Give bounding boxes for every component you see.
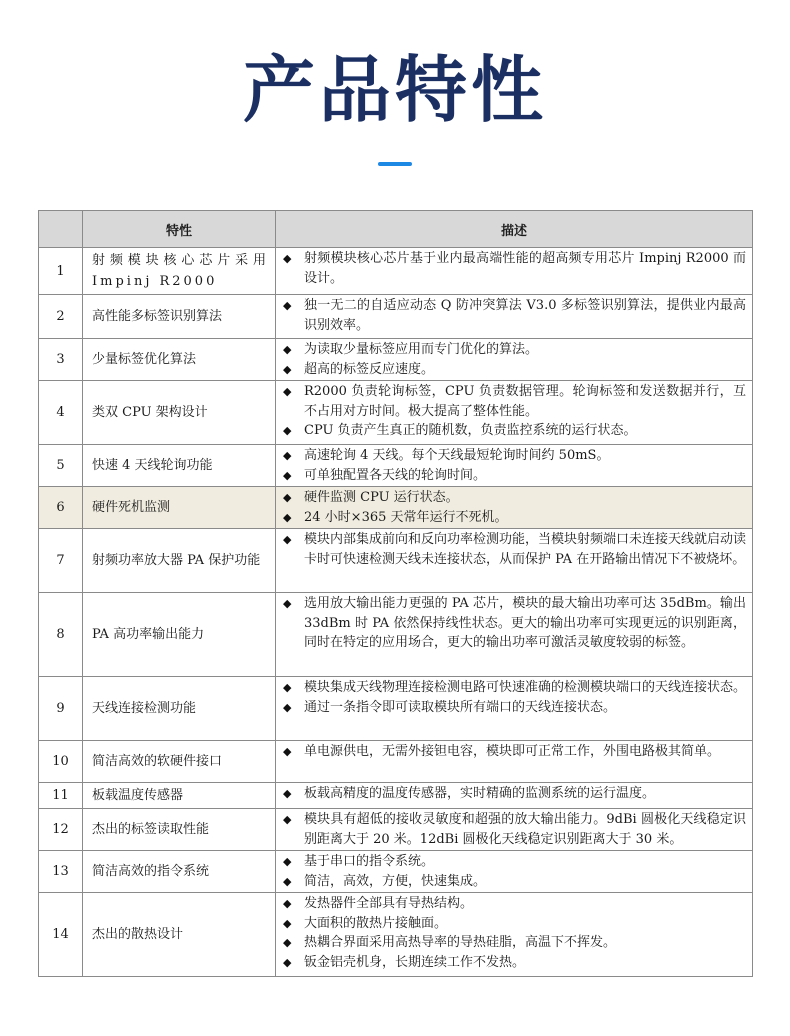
feature-cell: 高性能多标签识别算法: [83, 295, 276, 339]
description-text: 大面积的散热片接触面。: [304, 915, 448, 931]
diamond-bullet-icon: ◆: [283, 424, 292, 437]
description-list: [278, 446, 746, 485]
header-feature: 特性: [83, 211, 276, 248]
description-text: 基于串口的指令系统。: [304, 854, 435, 869]
description-item: [278, 872, 746, 892]
feature-cell: 少量标签优化算法: [83, 339, 276, 381]
table-header-row: [39, 211, 753, 248]
diamond-bullet-icon: ◆: [283, 533, 292, 546]
diamond-bullet-icon: ◆: [283, 813, 292, 826]
table-row: [39, 381, 753, 445]
title-underline: [378, 162, 412, 166]
description-text: 钣金铝壳机身，长期连续工作不发热。: [304, 954, 526, 970]
feature-cell: 射频功率放大器 PA 保护功能: [83, 529, 276, 593]
feature-cell: 硬件死机监测: [83, 487, 276, 529]
table-row: [39, 893, 753, 977]
description-item: [278, 488, 746, 508]
table-row: [39, 339, 753, 381]
table-body: [39, 248, 753, 977]
description-item: [278, 894, 746, 914]
description-list: [278, 810, 746, 849]
description-text: 可单独配置各天线的轮询时间。: [304, 467, 487, 483]
description-item: [278, 678, 746, 698]
diamond-bullet-icon: ◆: [283, 491, 292, 504]
description-cell: [276, 809, 753, 851]
feature-cell: PA 高功率输出能力: [83, 593, 276, 677]
diamond-bullet-icon: ◆: [283, 681, 292, 694]
table-row: [39, 809, 753, 851]
description-text: 板载高精度的温度传感器，实时精确的监测系统的运行温度。: [304, 786, 656, 801]
table-row: [39, 529, 753, 593]
diamond-bullet-icon: ◆: [283, 745, 292, 758]
description-item: [278, 953, 746, 973]
description-list: [278, 594, 746, 653]
description-item: [278, 421, 746, 441]
feature-cell: 射频模块核心芯片采用 Impinj R2000: [83, 248, 276, 295]
features-table: [38, 210, 753, 977]
description-item: [278, 852, 746, 872]
description-item: [278, 382, 746, 421]
description-cell: [276, 381, 753, 445]
description-item: [278, 810, 746, 849]
description-text: 选用放大输出能力更强的 PA 芯片，模块的最大输出功率可达 35dBm。输出 33dBm 时 PA 依然保持线性状态。更大的输出功率可实现更远的识别距离，同时在特定的应用场合，更大的输出功率可激活灵敏度较弱的标签。: [304, 596, 746, 650]
description-item: [278, 296, 746, 335]
table-row: [39, 741, 753, 783]
feature-cell: 类双 CPU 架构设计: [83, 381, 276, 445]
feature-cell: 杰出的标签读取性能: [83, 809, 276, 851]
description-text: 模块具有超低的接收灵敏度和超强的放大输出能力。9dBi 圆极化天线稳定识别距离大于 20 米。12dBi 圆极化天线稳定识别距离大于 30 米。: [304, 812, 746, 847]
description-cell: [276, 295, 753, 339]
description-text: 超高的标签反应速度。: [304, 361, 435, 377]
diamond-bullet-icon: ◆: [283, 385, 292, 398]
feature-cell: 简洁高效的软硬件接口: [83, 741, 276, 783]
description-cell: [276, 677, 753, 741]
description-item: [278, 698, 746, 718]
table-row: [39, 783, 753, 809]
table-row: [39, 248, 753, 295]
description-cell: [276, 741, 753, 783]
table-row: [39, 851, 753, 893]
table-row: [39, 487, 753, 529]
row-number: 3: [39, 339, 83, 381]
diamond-bullet-icon: ◆: [283, 916, 292, 930]
diamond-bullet-icon: ◆: [283, 362, 292, 376]
feature-cell: 快速 4 天线轮询功能: [83, 445, 276, 487]
row-number: 13: [39, 851, 83, 893]
row-number: 5: [39, 445, 83, 487]
diamond-bullet-icon: ◆: [283, 299, 292, 312]
row-number: 1: [39, 248, 83, 295]
diamond-bullet-icon: ◆: [283, 955, 292, 969]
diamond-bullet-icon: ◆: [283, 874, 292, 888]
diamond-bullet-icon: ◆: [283, 468, 292, 482]
description-list: [278, 784, 746, 804]
description-item: [278, 784, 746, 804]
diamond-bullet-icon: ◆: [283, 936, 292, 949]
row-number: 2: [39, 295, 83, 339]
diamond-bullet-icon: ◆: [283, 343, 292, 356]
description-item: [278, 360, 746, 380]
feature-cell: 天线连接检测功能: [83, 677, 276, 741]
feature-cell: 杰出的散热设计: [83, 893, 276, 977]
description-cell: [276, 851, 753, 893]
header-description: 描述: [276, 211, 753, 248]
description-text: 硬件监测 CPU 运行状态。: [304, 490, 459, 505]
description-item: [278, 530, 746, 569]
description-cell: [276, 445, 753, 487]
description-item: [278, 742, 746, 762]
description-text: CPU 负责产生真正的随机数，负责监控系统的运行状态。: [304, 423, 637, 438]
description-list: [278, 894, 746, 972]
description-text: 为读取少量标签应用而专门优化的算法。: [304, 342, 539, 357]
table-row: [39, 677, 753, 741]
description-list: [278, 530, 746, 569]
description-text: 24 小时×365 天常年运行不死机。: [304, 509, 508, 525]
description-text: 通过一条指令即可读取模块所有端口的天线连接状态。: [304, 699, 617, 715]
row-number: 14: [39, 893, 83, 977]
description-item: [278, 466, 746, 486]
description-list: [278, 249, 746, 288]
description-cell: [276, 487, 753, 529]
description-item: [278, 340, 746, 360]
description-item: [278, 933, 746, 953]
description-text: 模块内部集成前向和反向功率检测功能，当模块射频端口未连接天线就启动读卡时可快速检测天线未连接状态，从而保护 PA 在开路输出情况下不被烧坏。: [304, 532, 747, 567]
diamond-bullet-icon: ◆: [283, 897, 292, 910]
table-row: [39, 445, 753, 487]
description-text: 热耦合界面采用高热导率的导热硅脂，高温下不挥发。: [304, 935, 617, 950]
diamond-bullet-icon: ◆: [283, 252, 292, 265]
row-number: 11: [39, 783, 83, 809]
description-text: 模块集成天线物理连接检测电路可快速准确的检测模块端口的天线连接状态。: [304, 680, 747, 695]
description-text: 发热器件全部具有导热结构。: [304, 896, 474, 911]
page-title: 产品特性: [242, 48, 547, 132]
feature-cell: 简洁高效的指令系统: [83, 851, 276, 893]
description-text: 独一无二的自适应动态 Q 防冲突算法 V3.0 多标签识别算法，提供业内最高识别效率。: [304, 298, 746, 333]
description-item: [278, 249, 746, 288]
diamond-bullet-icon: ◆: [283, 597, 292, 610]
row-number: 9: [39, 677, 83, 741]
row-number: 4: [39, 381, 83, 445]
header-number: [39, 211, 83, 248]
description-list: [278, 296, 746, 335]
row-number: 10: [39, 741, 83, 783]
row-number: 8: [39, 593, 83, 677]
diamond-bullet-icon: ◆: [283, 855, 292, 868]
description-list: [278, 382, 746, 441]
description-cell: [276, 593, 753, 677]
description-text: 高速轮询 4 天线。每个天线最短轮询时间约 50mS。: [304, 448, 610, 463]
description-list: [278, 852, 746, 891]
description-cell: [276, 893, 753, 977]
description-item: [278, 914, 746, 934]
description-item: [278, 594, 746, 653]
description-cell: [276, 529, 753, 593]
description-list: [278, 742, 746, 762]
feature-cell: 板载温度传感器: [83, 783, 276, 809]
diamond-bullet-icon: ◆: [283, 700, 292, 714]
row-number: 6: [39, 487, 83, 529]
description-item: [278, 508, 746, 528]
description-text: 射频模块核心芯片基于业内最高端性能的超高频专用芯片 Impinj R2000 而设计。: [304, 251, 746, 286]
row-number: 7: [39, 529, 83, 593]
diamond-bullet-icon: ◆: [283, 449, 292, 462]
description-list: [278, 488, 746, 527]
description-text: 单电源供电，无需外接钽电容，模块即可正常工作，外围电路极其简单。: [304, 744, 721, 759]
diamond-bullet-icon: ◆: [283, 510, 292, 524]
row-number: 12: [39, 809, 83, 851]
description-cell: [276, 339, 753, 381]
table-row: [39, 593, 753, 677]
description-cell: [276, 783, 753, 809]
description-cell: [276, 248, 753, 295]
description-list: [278, 678, 746, 717]
diamond-bullet-icon: ◆: [283, 787, 292, 800]
description-text: R2000 负责轮询标签，CPU 负责数据管理。轮询标签和发送数据并行，互不占用对方时间。极大提高了整体性能。: [304, 384, 746, 419]
description-text: 简洁，高效，方便，快速集成。: [304, 873, 487, 889]
description-item: [278, 446, 746, 466]
table-row: [39, 295, 753, 339]
description-list: [278, 340, 746, 379]
